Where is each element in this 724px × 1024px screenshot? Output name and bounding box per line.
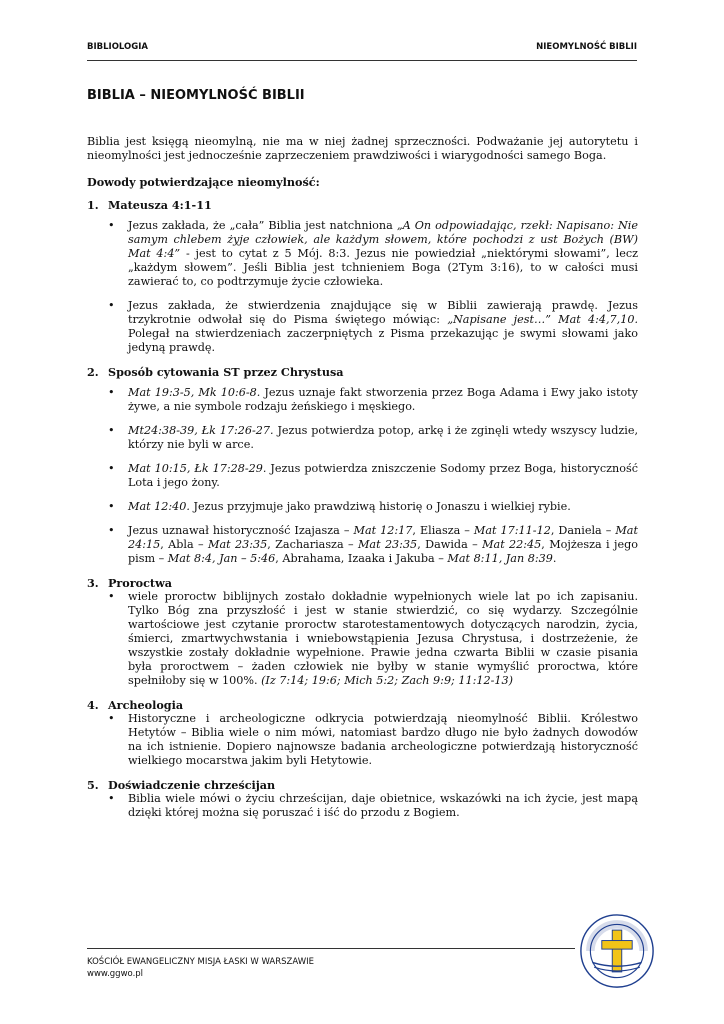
page-title: BIBLIA – NIEOMYLNOŚĆ BIBLII (87, 88, 305, 103)
section-heading: 5. Doświadczenie chrześcijan (87, 778, 276, 792)
section-2 (87, 365, 638, 566)
section-heading: 3. Proroctwa (87, 576, 172, 590)
header-divider (87, 60, 637, 61)
bullet-list (87, 792, 638, 820)
list-item: • Mat 19:3-5, Mk 10:6-8. Jezus uznaje fakt stworzenia przez Boga Adama i Ewy jako istoty żywe, a nie symbole rodzaju żeńskiego i męskiego. (108, 386, 638, 414)
list-item: • Mat 10:15, Łk 17:28-29. Jezus potwierdza zniszczenie Sodomy przez Boga, historyczność Lota i jego żony. (108, 462, 638, 490)
list-item: • wiele proroctw biblijnych zostało dokładnie wypełnionych wiele lat po ich zapisaniu. Tylko Bóg zna przyszłość i jest w stanie stwierdzić, co się wydarzy. Szczególnie wartościowe jest czytanie proroctw starotestamentowych dotyczących narodzin, życia, śmierci, zmartwychwstania i wniebowstąpienia Jezusa Chrystusa, i dostrzeżenie, że wszystkie zostały dokładnie wypełnione. Prawie jedna czwarta Biblii w czasie pisania była proroctwem – żaden człowiek nie byłby w stanie wymyślić proroctwa, które spełniłoby się w 100%. (Iz 7:14; 19:6; Mich 5:2; Zach 9:9; 11:12-13) (108, 590, 638, 688)
document-body (87, 135, 638, 830)
list-item: • Jezus zakłada, że stwierdzenia znajdujące się w Biblii zawierają prawdę. Jezus trzykrotnie odwołał się do Pisma świętego mówiąc: „Napisane jest…” Mat 4:4,7,10. Polegał na stwierdzeniach zaczerpniętych z Pisma przekazując je swymi słowami jako jedyną prawdę. (108, 299, 638, 355)
footer-url: www.ggwo.pl (87, 969, 144, 979)
section-heading: 4. Archeologia (87, 698, 184, 712)
bullet-list (87, 590, 638, 688)
section-1 (87, 198, 638, 355)
list-item: • Jezus uznawał historyczność Izajasza – Mat 12:17, Eliasza – Mat 17:11-12, Daniela – Mat 24:15, Abla – Mat 23:35, Zachariasza – Mat 23:35, Dawida – Mat 22:45, Mojżesza i jego pism – Mat 8:4, Jan – 5:46, Abrahama, Izaaka i Jakuba – Mat 8:11, Jan 8:39. (108, 524, 638, 566)
intro-paragraph: Biblia jest księgą nieomylną, nie ma w niej żadnej sprzeczności. Podważanie jej autorytetu i nieomylności jest jednocześnie zaprzeczeniem prawdziwości i wiarygodności samego Boga. (87, 135, 638, 162)
bullet-list (87, 386, 638, 566)
section-4 (87, 698, 638, 768)
list-item: • Mat 12:40. Jezus przyjmuje jako prawdziwą historię o Jonaszu i wielkiej rybie. (108, 500, 638, 514)
bullet-list (87, 712, 638, 768)
list-item: • Biblia wiele mówi o życiu chrześcijan, daje obietnice, wskazówki na ich życie, jest mapą dzięki której można się poruszać i iść do przodu z Bogiem. (108, 792, 638, 820)
list-item: • Jezus zakłada, że „cała” Biblia jest natchniona „A On odpowiadając, rzekł: Napisano: Nie samym chlebem żyje człowiek, ale każdym słowem, które pochodzi z ust Bożych (BW) Mat 4:4” - jest to cytat z 5 Mój. 8:3. Jezus nie powiedział „niektórymi słowami”, lecz „każdym słowem”. Jeśli Biblia jest tchnieniem Boga (2Tym 3:16), to w całości musi zawierać to, co podtrzymuje życie człowieka. (108, 219, 638, 289)
section-5 (87, 778, 638, 820)
section-heading: 1. Mateusza 4:1-11 (87, 198, 212, 212)
list-item: • Mt24:38-39, Łk 17:26-27. Jezus potwierdza potop, arkę i że zginęli wtedy wszyscy ludzie, którzy nie byli w arce. (108, 424, 638, 452)
header-left: BIBLIOLOGIA (87, 42, 148, 52)
bullet-list (87, 219, 638, 355)
section-3 (87, 576, 638, 688)
section-heading: 2. Sposób cytowania ST przez Chrystusa (87, 365, 344, 379)
page-header (87, 42, 637, 52)
list-item: • Historyczne i archeologiczne odkrycia potwierdzają nieomylność Biblii. Królestwo Hetytów – Biblia wiele o nim mówi, natomiast bardzo długo nie było żadnych dowodów na ich istnienie. Dopiero najnowsze badania archeologiczne potwierdzają historyczność wielkiego mocarstwa jakim byli Hetytowie. (108, 712, 638, 768)
page-footer (87, 956, 314, 980)
footer-divider (87, 948, 575, 949)
church-logo-icon (579, 913, 655, 989)
evidence-subtitle: Dowody potwierdzające nieomylność: (87, 175, 320, 189)
footer-org: KOŚCIÓŁ EWANGELICZNY MISJA ŁASKI W WARSZAWIE (87, 957, 314, 967)
header-right: NIEOMYLNOŚĆ BIBLII (536, 42, 637, 52)
